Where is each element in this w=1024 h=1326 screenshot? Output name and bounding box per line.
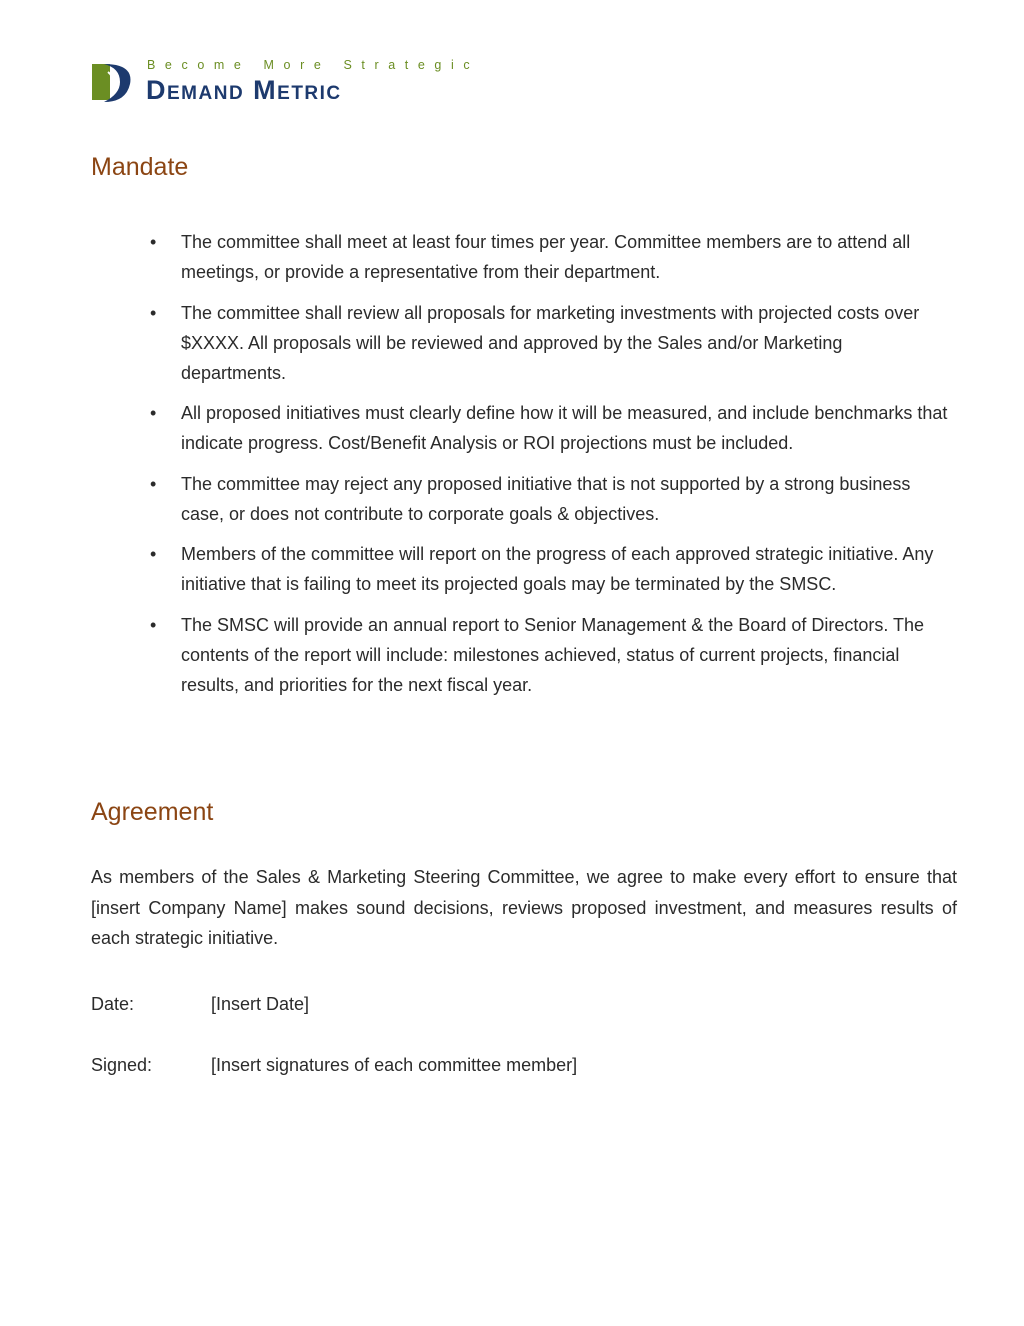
date-value: [Insert Date] [211, 994, 310, 1014]
mandate-item [150, 227, 950, 287]
mandate-heading: Mandate [91, 153, 189, 181]
mandate-item-text: The committee shall meet at least four times per year. Committee members are to attend all meetings, or provide a representative from their department. [181, 232, 911, 282]
demand-metric-logo-icon [90, 60, 134, 104]
bullet-icon: • [150, 232, 157, 252]
bullet-icon: • [150, 614, 157, 635]
agreement-paragraph: As members of the Sales & Marketing Steering Committee, we agree to make every effort to ensure that [insert Company Name] makes sound decisions, reviews proposed investment, and measures results of each strategic initiative. [91, 867, 957, 948]
mandate-list [150, 227, 950, 710]
signed-label: Signed: [91, 1055, 153, 1075]
mandate-item [150, 398, 950, 458]
mandate-item-text: The SMSC will provide an annual report to Senior Management & the Board of Directors. The contents of the report will include: milestones achieved, status of current projects, financial results, and priorities for the next fiscal year. [181, 614, 925, 695]
signed-row [91, 1053, 577, 1077]
bullet-icon: • [150, 403, 157, 423]
mandate-item-text: Members of the committee will report on the progress of each approved strategic initiative. Any initiative that is failing to meet its projected goals may be terminated by the SMSC. [181, 544, 934, 594]
logo-tagline: Become More Strategic [147, 58, 480, 72]
mandate-item-text: The committee may reject any proposed initiative that is not supported by a strong business case, or does not contribute to corporate goals & objectives. [181, 473, 911, 524]
date-label: Date: [91, 994, 135, 1014]
mandate-item [150, 539, 950, 599]
agreement-heading: Agreement [91, 798, 214, 826]
mandate-item [150, 610, 950, 700]
bullet-icon: • [150, 302, 157, 323]
mandate-item [150, 469, 950, 529]
logo-brand-name: Demand Metric [146, 75, 342, 105]
signed-value: [Insert signatures of each committee member] [211, 1055, 578, 1075]
mandate-item-text: The committee shall review all proposals for marketing investments with projected costs over $XXXX. All proposals will be reviewed and approved by the Sales and/or Marketing departments. [181, 302, 920, 383]
mandate-item-text: All proposed initiatives must clearly define how it will be measured, and include benchmarks that indicate progress. Cost/Benefit Analysis or ROI projections must be included. [181, 403, 948, 453]
mandate-item [150, 298, 950, 388]
date-row [91, 992, 309, 1016]
demand-metric-logo [90, 58, 490, 106]
bullet-icon: • [150, 544, 157, 564]
bullet-icon: • [150, 473, 157, 494]
